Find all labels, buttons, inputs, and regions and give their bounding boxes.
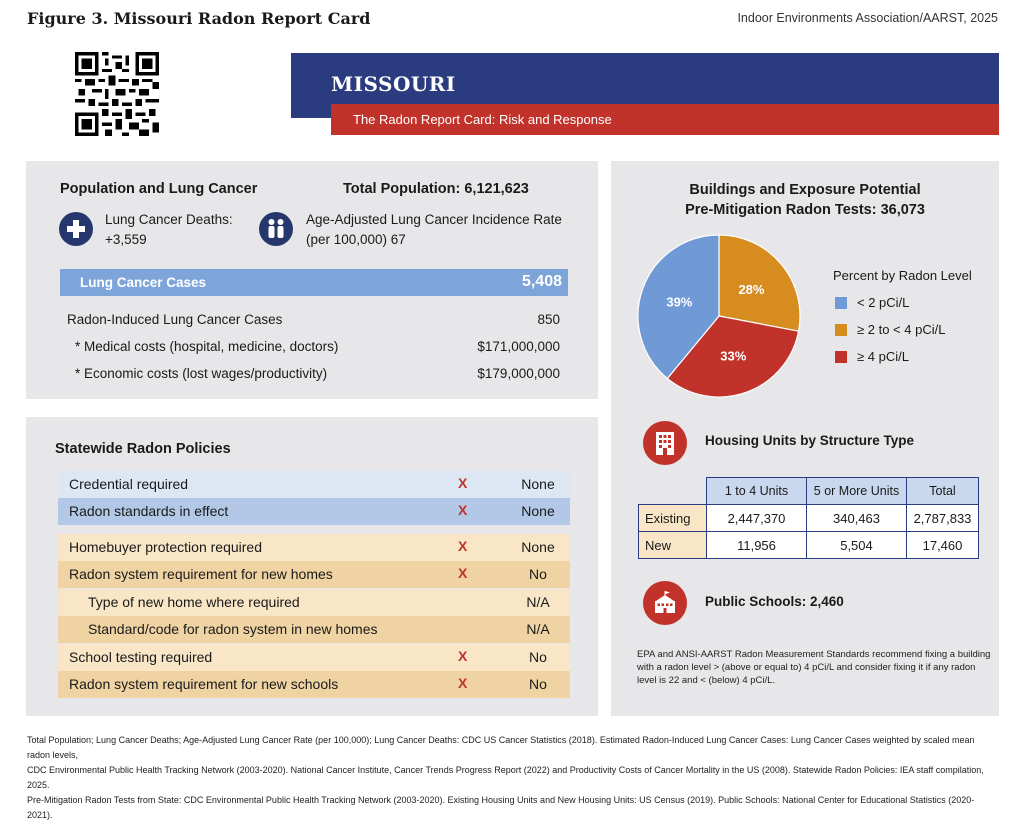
banner-subtitle: The Radon Report Card: Risk and Response <box>353 112 612 127</box>
policy-row <box>58 498 570 525</box>
economic-costs-value: $179,000,000 <box>477 366 560 381</box>
incidence-label: Age-Adjusted Lung Cancer Incidence Rate <box>306 212 562 227</box>
housing-row-header: New <box>639 532 707 559</box>
footer-line: Total Population; Lung Cancer Deaths; Age-Adjusted Lung Cancer Rate (per 100,000); Lung Cancer Deaths: CDC US Cancer Statistics (2018). Estimated Radon-Induced Lung Cancer Cases: Lung Cancer Cases weighted by scaled mean radon levels, <box>27 735 975 760</box>
policy-row <box>58 644 570 671</box>
radon-pie-chart <box>636 233 802 399</box>
radon-tests-count: Pre-Mitigation Radon Tests: 36,073 <box>685 202 925 218</box>
policy-x-mark: X <box>458 675 468 691</box>
policy-x-mark: X <box>458 538 468 554</box>
pie-slice-label: 28% <box>738 282 765 298</box>
housing-cell: 2,447,370 <box>707 505 807 532</box>
policy-x-mark: X <box>458 502 468 518</box>
note-line: EPA and ANSI-AARST Radon Measurement Standards recommend fixing a building <box>637 649 991 660</box>
incidence-value: (per 100,000) 67 <box>306 232 406 247</box>
qr-code-icon[interactable] <box>74 52 160 136</box>
housing-table <box>638 477 979 559</box>
radon-cases-label: Radon-Induced Lung Cancer Cases <box>67 312 283 327</box>
cases-label: Lung Cancer Cases <box>80 275 207 290</box>
policy-value: No <box>529 566 547 582</box>
buildings-heading: Buildings and Exposure Potential <box>689 182 921 198</box>
building-icon <box>643 421 687 465</box>
note-line: with a radon level > (above or equal to) 4 pCi/L and consider fixing it if any radon <box>637 662 976 673</box>
policy-row <box>58 671 570 698</box>
policy-label: Standard/code for radon system in new homes <box>88 621 378 637</box>
policy-value: N/A <box>526 621 550 637</box>
policy-row <box>58 471 570 498</box>
medical-cross-icon <box>59 212 93 246</box>
policy-label: Type of new home where required <box>88 594 300 610</box>
policy-label: Radon standards in effect <box>69 503 229 519</box>
deaths-label: Lung Cancer Deaths: <box>105 212 233 227</box>
figure-title: Figure 3. Missouri Radon Report Card <box>27 9 371 28</box>
legend-title: Percent by Radon Level <box>833 268 972 283</box>
legend-label: ≥ 2 to < 4 pCi/L <box>857 322 946 337</box>
policy-row <box>58 561 570 588</box>
legend-label: ≥ 4 pCi/L <box>857 349 909 364</box>
source-credit: Indoor Environments Association/AARST, 2025 <box>737 11 998 25</box>
legend-label: < 2 pCi/L <box>857 295 910 310</box>
housing-col-header: 1 to 4 Units <box>707 478 807 505</box>
policy-label: Radon system requirement for new homes <box>69 566 333 582</box>
public-schools: Public Schools: 2,460 <box>705 594 844 609</box>
footer-sources <box>27 733 997 823</box>
housing-cell: 5,504 <box>807 532 907 559</box>
policy-value: No <box>529 676 547 692</box>
housing-cell: 11,956 <box>707 532 807 559</box>
policy-value: None <box>521 503 555 519</box>
cases-value: 5,408 <box>521 273 562 290</box>
policy-value: N/A <box>526 594 550 610</box>
policy-label: Credential required <box>69 476 189 492</box>
policy-x-mark: X <box>458 648 468 664</box>
housing-cell: 17,460 <box>907 532 979 559</box>
medical-costs-value: $171,000,000 <box>477 339 560 354</box>
housing-cell: 340,463 <box>807 505 907 532</box>
housing-col-header: 5 or More Units <box>807 478 907 505</box>
people-icon <box>259 212 293 246</box>
footer-line: CDC Environmental Public Health Tracking Network (2003-2020). National Cancer Institute, Cancer Trends Progress Report (2022) and Productivity Costs of Cancer Mortality in the US (2008). Statewide Radon Policies: IEA staff compilation, 2025. <box>27 765 984 790</box>
housing-heading: Housing Units by Structure Type <box>705 433 915 448</box>
radon-cases-value: 850 <box>537 312 560 327</box>
policy-row <box>58 616 570 643</box>
state-name: MISSOURI <box>331 72 456 96</box>
measurement-note <box>637 648 990 687</box>
legend-swatch <box>835 297 847 309</box>
housing-row-header: Existing <box>639 505 707 532</box>
deaths-value: +3,559 <box>105 232 147 247</box>
policies-heading: Statewide Radon Policies <box>55 441 231 457</box>
policy-x-mark: X <box>458 565 468 581</box>
policy-label: Radon system requirement for new schools <box>69 676 339 692</box>
policy-label: Homebuyer protection required <box>69 539 262 555</box>
policy-value: None <box>521 539 555 555</box>
policy-row <box>58 534 570 561</box>
pie-slice-label: 33% <box>720 348 747 364</box>
total-population: Total Population: 6,121,623 <box>343 181 529 197</box>
policy-row <box>58 589 570 616</box>
legend-swatch <box>835 351 847 363</box>
note-line: level is 22 and < (below) 4 pCi/L. <box>637 675 776 686</box>
legend-swatch <box>835 324 847 336</box>
economic-costs-label: * Economic costs (lost wages/productivity) <box>75 366 328 381</box>
policy-label: School testing required <box>69 649 213 665</box>
housing-cell: 2,787,833 <box>907 505 979 532</box>
footer-line: Pre-Mitigation Radon Tests from State: CDC Environmental Public Health Tracking Network (2003-2020). Existing Housing Units and New Housing Units: US Census (2019). Public Schools: National Center for Educational Statistics (2020-2021). <box>27 795 975 820</box>
housing-col-header: Total <box>907 478 979 505</box>
policy-value: No <box>529 649 547 665</box>
school-icon <box>643 581 687 625</box>
pie-slice-label: 39% <box>666 294 693 310</box>
medical-costs-label: * Medical costs (hospital, medicine, doctors) <box>75 339 339 354</box>
policy-x-mark: X <box>458 475 468 491</box>
policy-value: None <box>521 476 555 492</box>
population-heading: Population and Lung Cancer <box>60 181 258 197</box>
